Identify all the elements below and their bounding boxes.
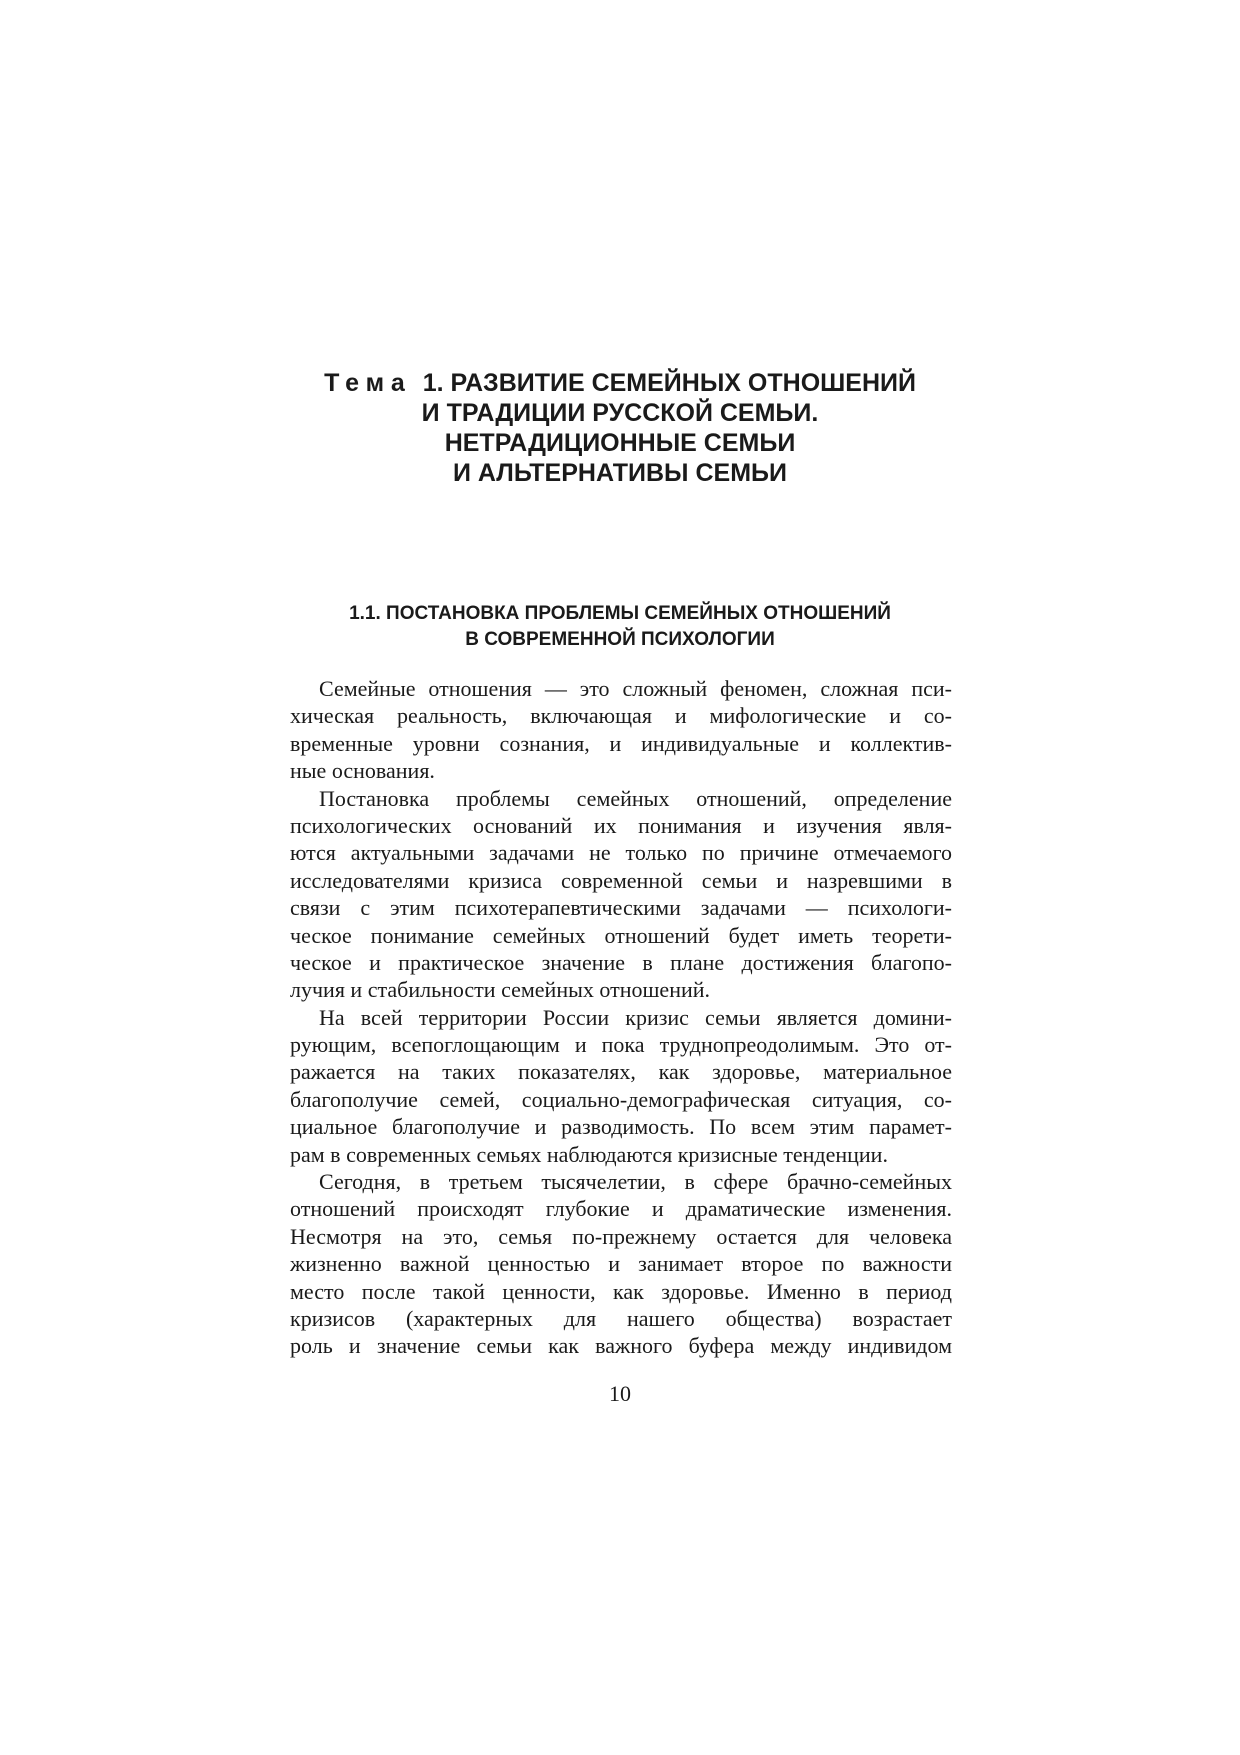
chapter-title-line bbox=[290, 368, 950, 398]
text-line: место после такой ценности, как здоровье. Именно в период bbox=[290, 1278, 952, 1304]
text-line: исследователями кризиса современной семьи и назревшими в bbox=[290, 867, 952, 893]
text-line: хическая реальность, включающая и мифологические и со- bbox=[290, 703, 952, 729]
chapter-title-text: РАЗВИТИЕ СЕМЕЙНЫХ ОТНОШЕНИЙ bbox=[450, 369, 916, 397]
text-line: ческое понимание семейных отношений будет иметь теорети- bbox=[290, 922, 952, 948]
text-line: психологических оснований их понимания и изучения явля- bbox=[290, 812, 952, 838]
chapter-title-line: НЕТРАДИЦИОННЫЕ СЕМЬИ bbox=[444, 429, 796, 457]
section-title-line: 1.1. ПОСТАНОВКА ПРОБЛЕМЫ СЕМЕЙНЫХ ОТНОШЕНИЙ bbox=[349, 603, 891, 624]
text-line: Сегодня, в третьем тысячелетии, в сфере брачно-семейных bbox=[319, 1169, 952, 1195]
chapter-title bbox=[290, 368, 950, 488]
text-line: ются актуальными задачами не только по причине отмечаемого bbox=[290, 840, 952, 866]
text-line: жизненно важной ценностью и занимает второе по важности bbox=[290, 1251, 952, 1277]
paragraph bbox=[290, 1004, 952, 1168]
section-title bbox=[290, 601, 950, 653]
body-text bbox=[290, 675, 952, 1360]
text-line: кризисов (характерных для нашего общества) возрастает bbox=[290, 1305, 952, 1331]
paragraph bbox=[290, 1168, 952, 1360]
text-line: рующим, всепоглощающим и пока труднопреодолимым. Это от- bbox=[290, 1032, 952, 1058]
section-title-line: В СОВРЕМЕННОЙ ПСИХОЛОГИИ bbox=[465, 629, 775, 650]
text-line: роль и значение семьи как важного буфера между индивидом bbox=[290, 1333, 952, 1359]
chapter-number: 1. bbox=[422, 369, 444, 397]
chapter-label: Тема bbox=[324, 369, 412, 397]
chapter-title-line: И АЛЬТЕРНАТИВЫ СЕМЬИ bbox=[453, 459, 787, 487]
text-line: ческое и практическое значение в плане достижения благопо- bbox=[290, 949, 952, 975]
text-line: Семейные отношения — это сложный феномен, сложная пси- bbox=[319, 676, 952, 701]
text-line: лучия и стабильности семейных отношений. bbox=[290, 977, 711, 1003]
text-line: На всей территории России кризис семьи является домини- bbox=[319, 1004, 952, 1030]
text-line: рам в современных семьях наблюдаются кризисные тенденции. bbox=[290, 1141, 888, 1167]
text-line: отношений происходят глубокие и драматические изменения. bbox=[290, 1196, 952, 1222]
chapter-title-line: И ТРАДИЦИИ РУССКОЙ СЕМЬИ. bbox=[421, 399, 819, 427]
text-line: временные уровни сознания, и индивидуальные и коллектив- bbox=[290, 730, 952, 756]
text-line: Постановка проблемы семейных отношений, определение bbox=[319, 785, 952, 811]
text-line: Несмотря на это, семья по-прежнему остается для человека bbox=[290, 1223, 952, 1249]
text-line: благополучие семей, социально-демографическая ситуация, со- bbox=[290, 1086, 952, 1112]
paragraph bbox=[290, 785, 952, 1004]
paragraph bbox=[290, 675, 952, 785]
text-line: ные основания. bbox=[290, 758, 435, 784]
text-line: ражается на таких показателях, как здоровье, материальное bbox=[290, 1059, 952, 1085]
page-number: 10 bbox=[609, 1381, 631, 1406]
text-line: связи с этим психотерапевтическими задачами — психологи- bbox=[290, 895, 952, 921]
text-line: циальное благополучие и разводимость. По всем этим парамет- bbox=[290, 1114, 952, 1140]
